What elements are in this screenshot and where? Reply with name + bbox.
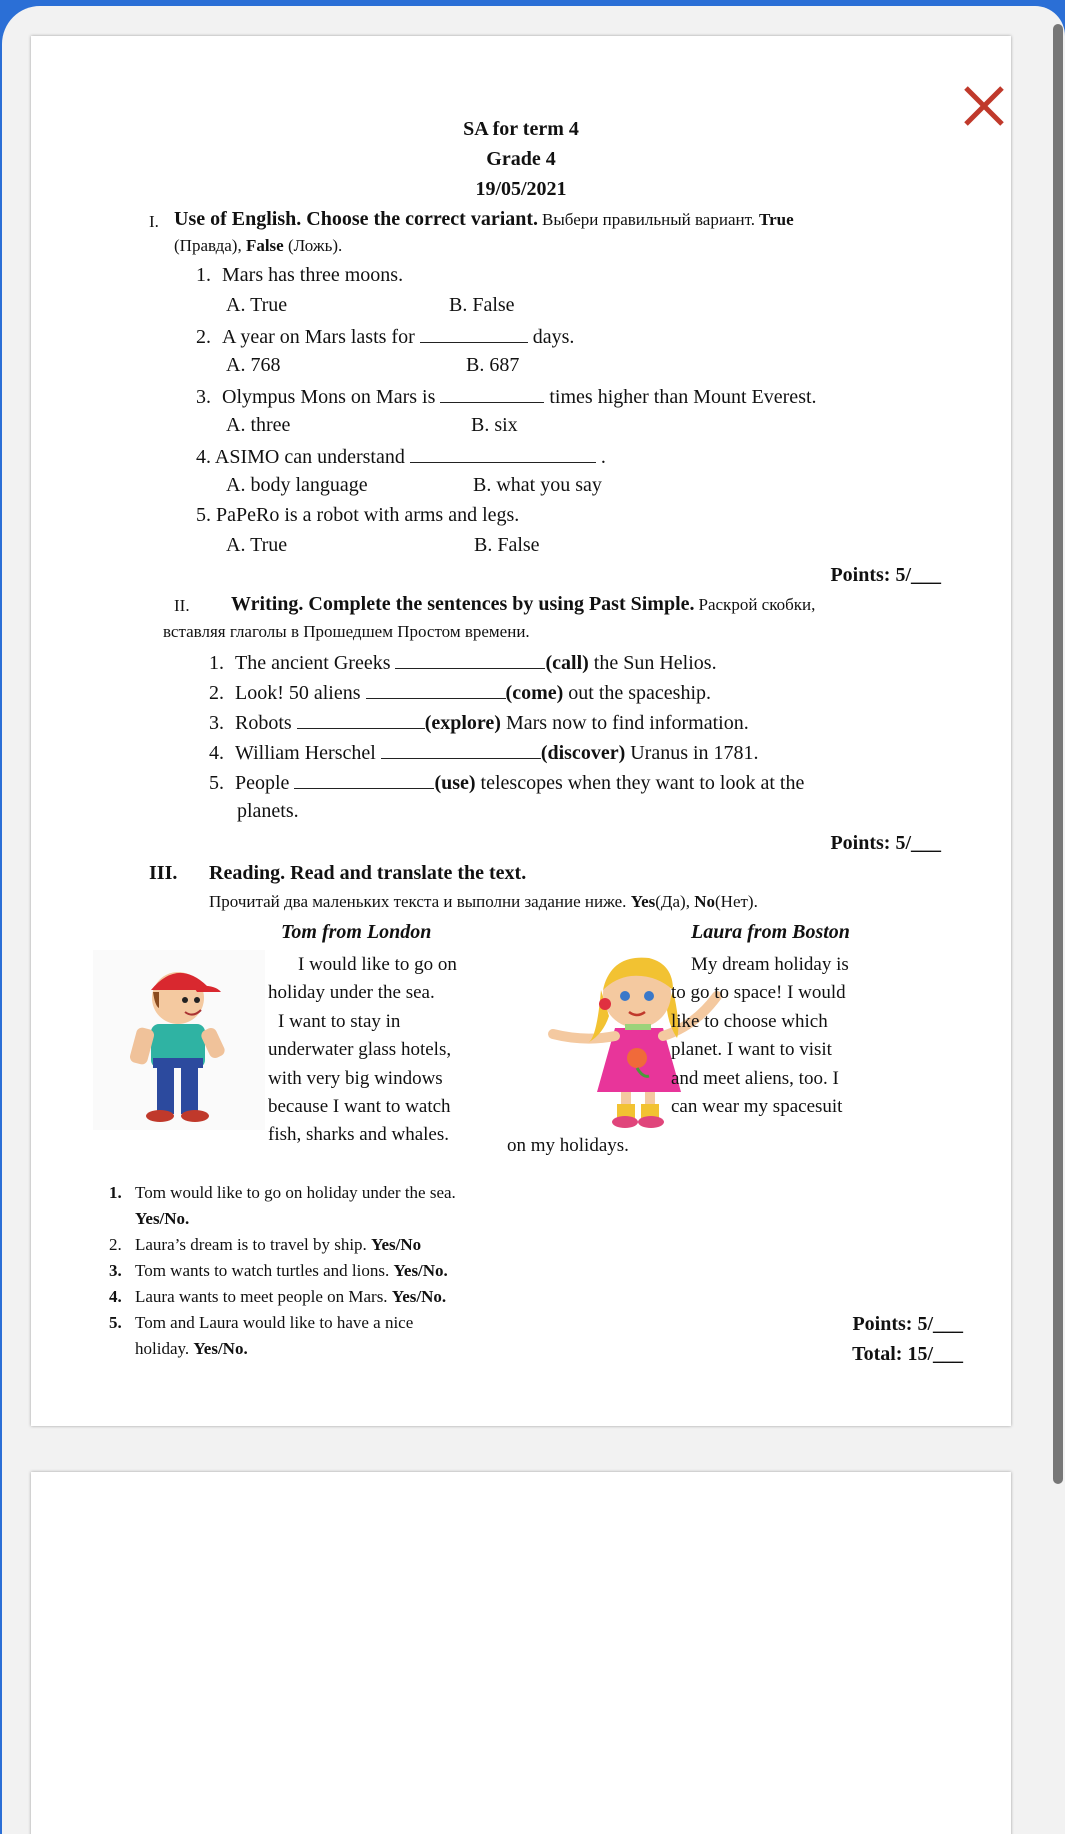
question-text: ASIMO can understand xyxy=(214,446,405,468)
section2-instruction-ru-line2: вставляя глаголы в Прошедшем Простом времени. xyxy=(163,622,530,641)
tom-line: I would like to go on xyxy=(298,954,457,975)
true-word: True xyxy=(759,210,794,229)
sentence-text: People xyxy=(235,772,290,794)
question-number: 4. xyxy=(109,1287,122,1306)
grade-label: Grade 4 xyxy=(486,148,556,170)
sentence-number: 2. xyxy=(209,682,224,704)
question-number: 3. xyxy=(109,1261,122,1280)
section2-points: Points: 5/___ xyxy=(830,832,941,854)
tom-line: I want to stay in xyxy=(278,1010,401,1032)
question-text: Tom would like to go on holiday under the sea. xyxy=(135,1183,456,1202)
section3-instruction-ru: Прочитай два маленьких текста и выполни задание ниже. xyxy=(209,892,627,911)
answer-blank[interactable] xyxy=(395,650,545,669)
sentence-number: 1. xyxy=(209,652,224,674)
section1-instruction-ru: Выбери правильный вариант. xyxy=(542,210,755,229)
reading-question-3-answer[interactable]: Yes/No. xyxy=(393,1261,448,1280)
laura-title: Laura from Boston xyxy=(691,921,850,943)
laura-line: can wear my spacesuit xyxy=(671,1096,843,1118)
question-number: 3. xyxy=(196,386,211,408)
option-a: A. True xyxy=(226,294,288,316)
question-text-end: times higher than Mount Everest. xyxy=(549,386,817,408)
sentence-text-end: Mars now to find information. xyxy=(505,712,749,734)
section1-heading: Use of English. Choose the correct variant. xyxy=(174,208,539,230)
sentence-text-end: telescopes when they want to look at the xyxy=(480,772,805,794)
reading-question-2-answer[interactable]: Yes/No xyxy=(371,1235,422,1254)
yes-word: Yes xyxy=(630,892,656,911)
option-b: B. six xyxy=(471,414,518,436)
reading-question-5-line2 xyxy=(109,1336,456,1362)
section3-heading: Reading. Read and translate the text. xyxy=(209,862,527,884)
question-2 xyxy=(196,324,574,349)
tom-line: underwater glass hotels, xyxy=(268,1039,452,1061)
section1-instruction-line2 xyxy=(174,236,342,256)
reading-question-2 xyxy=(109,1232,456,1258)
document-title: SA for term 4 xyxy=(463,118,579,140)
section3-number: III. xyxy=(149,862,178,884)
option-b: B. 687 xyxy=(466,354,520,376)
reading-question-5-answer[interactable]: Yes/No. xyxy=(193,1339,248,1358)
verb-hint: (discover) xyxy=(540,742,626,764)
sentence-text-end: Uranus in 1781. xyxy=(630,742,759,764)
sentence-text: William Herschel xyxy=(235,742,376,764)
answer-blank[interactable] xyxy=(410,444,596,463)
answer-blank[interactable] xyxy=(366,680,506,699)
sentence-2 xyxy=(209,680,711,705)
section1-heading-line xyxy=(174,208,794,231)
boy-illustration xyxy=(93,950,265,1130)
section1-number: I. xyxy=(149,212,159,231)
laura-line: planet. I want to visit xyxy=(671,1039,832,1061)
reading-question-1 xyxy=(109,1180,456,1206)
reading-questions xyxy=(109,1180,456,1362)
tom-text xyxy=(268,951,457,1150)
section3-instruction-line xyxy=(209,892,758,912)
question-text: A year on Mars lasts for xyxy=(222,326,415,348)
option-a: A. True xyxy=(226,534,288,556)
laura-line: and meet aliens, too. I xyxy=(671,1067,839,1089)
section2-heading-line xyxy=(231,593,815,616)
question-number: 5. xyxy=(109,1313,122,1332)
document-page-1 xyxy=(31,36,1011,1426)
no-ru: (Нет). xyxy=(715,892,758,911)
answer-blank[interactable] xyxy=(381,740,541,759)
answer-blank[interactable] xyxy=(294,770,434,789)
question-text: PaPeRo is a robot with arms and legs. xyxy=(216,504,520,526)
question-number: 5. xyxy=(196,504,211,526)
laura-last-line: on my holidays. xyxy=(507,1135,629,1156)
sentence-text: Robots xyxy=(235,712,292,734)
option-a: A. 768 xyxy=(226,354,281,376)
question-1 xyxy=(196,264,403,287)
sentence-4 xyxy=(209,740,759,765)
sentence-text: The ancient Greeks xyxy=(235,652,391,674)
sentence-number: 3. xyxy=(209,712,224,734)
true-ru: (Правда), xyxy=(174,236,242,255)
laura-line: like to choose which xyxy=(671,1010,828,1032)
reading-question-4-answer[interactable]: Yes/No. xyxy=(391,1287,447,1306)
section2-heading: Writing. Complete the sentences by using Past Simple. xyxy=(231,593,695,615)
option-b: B. what you say xyxy=(473,474,602,496)
question-text: Tom and Laura would like to have a nice xyxy=(135,1313,414,1332)
false-ru: (Ложь). xyxy=(287,236,343,255)
question-text: holiday. xyxy=(135,1339,190,1358)
sentence-number: 5. xyxy=(209,772,224,794)
verb-hint: (use) xyxy=(434,772,476,794)
verb-hint: (explore) xyxy=(424,712,501,734)
reading-question-4 xyxy=(109,1284,456,1310)
document-page-2 xyxy=(31,1472,1011,1834)
option-b: B. False xyxy=(474,534,540,556)
answer-blank[interactable] xyxy=(297,710,425,729)
tom-line: holiday under the sea. xyxy=(268,982,435,1004)
question-text: Tom wants to watch turtles and lions. xyxy=(135,1261,390,1280)
sentence-number: 4. xyxy=(209,742,224,764)
laura-line: to go to space! I would xyxy=(671,982,846,1004)
question-text: Mars has three moons. xyxy=(222,264,404,286)
laura-text xyxy=(671,951,849,1121)
option-a: A. body language xyxy=(226,474,368,496)
question-number: 1. xyxy=(109,1183,122,1202)
tom-line: because I want to watch xyxy=(268,1096,451,1118)
question-number: 2. xyxy=(109,1235,122,1254)
sentence-5-line2: planets. xyxy=(237,800,299,822)
reading-question-3 xyxy=(109,1258,456,1284)
question-text-end: . xyxy=(600,446,606,468)
tom-line: fish, sharks and whales. xyxy=(268,1124,449,1146)
question-4 xyxy=(196,444,606,469)
section2-instruction-ru: Раскрой скобки, xyxy=(698,595,816,614)
option-a: A. three xyxy=(226,414,291,436)
option-b: B. False xyxy=(449,294,515,316)
verb-hint: (come) xyxy=(505,682,564,704)
sentence-5 xyxy=(209,770,804,795)
total-points: Total: 15/___ xyxy=(852,1343,963,1365)
question-text: Olympus Mons on Mars is xyxy=(222,386,436,408)
no-word: No xyxy=(694,892,715,911)
document-viewer xyxy=(2,6,1065,1834)
reading-question-1-answer[interactable]: Yes/No. xyxy=(135,1209,190,1228)
section1-points: Points: 5/___ xyxy=(830,564,941,586)
sentence-text-end: the Sun Helios. xyxy=(593,652,717,674)
sentence-text: Look! 50 aliens xyxy=(235,682,361,704)
answer-blank[interactable] xyxy=(440,384,544,403)
answer-blank[interactable] xyxy=(420,324,528,343)
tom-title: Tom from London xyxy=(281,921,432,943)
section2-number: II. xyxy=(174,596,190,615)
false-word: False xyxy=(245,236,284,255)
scrollbar[interactable] xyxy=(1053,24,1063,1484)
question-number: 2. xyxy=(196,326,211,348)
question-text: Laura’s dream is to travel by ship. xyxy=(135,1235,367,1254)
question-number: 1. xyxy=(196,264,211,286)
question-5 xyxy=(196,504,519,527)
sentence-text-end: out the spaceship. xyxy=(568,682,712,704)
section3-points: Points: 5/___ xyxy=(852,1313,963,1335)
reading-question-5 xyxy=(109,1310,456,1336)
yes-ru: (Да), xyxy=(655,892,690,911)
laura-line: My dream holiday is xyxy=(691,954,849,975)
sentence-3 xyxy=(209,710,749,735)
verb-hint: (call) xyxy=(545,652,589,674)
question-text: Laura wants to meet people on Mars. xyxy=(135,1287,388,1306)
date-label: 19/05/2021 xyxy=(475,178,567,200)
question-text-end: days. xyxy=(532,326,575,348)
question-3 xyxy=(196,384,817,409)
question-number: 4. xyxy=(196,446,211,468)
sentence-1 xyxy=(209,650,717,675)
tom-line: with very big windows xyxy=(268,1067,443,1089)
